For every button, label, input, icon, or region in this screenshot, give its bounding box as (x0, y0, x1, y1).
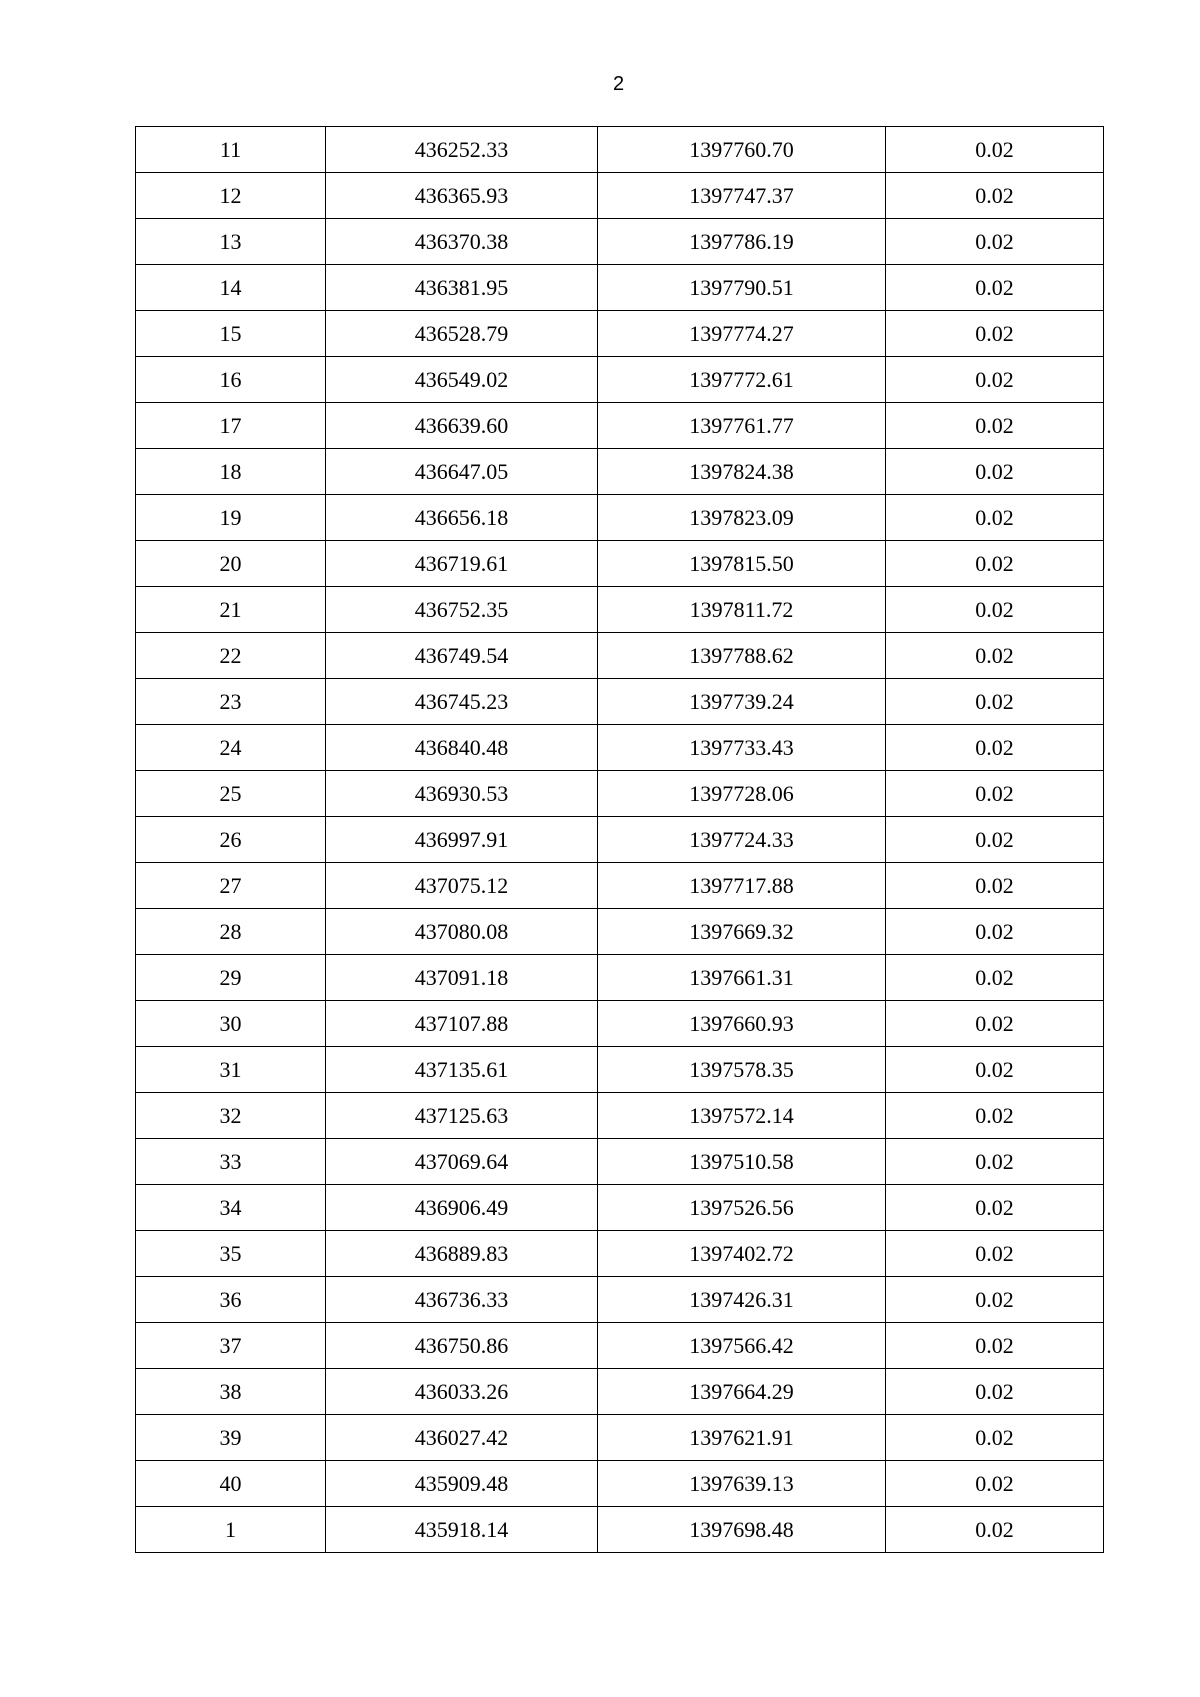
point-number-cell: 36 (136, 1277, 326, 1323)
accuracy-cell: 0.02 (886, 403, 1104, 449)
y-coordinate-cell: 1397572.14 (598, 1093, 886, 1139)
table-row (136, 1277, 1104, 1323)
table-row (136, 1047, 1104, 1093)
y-coordinate-cell: 1397526.56 (598, 1185, 886, 1231)
point-number-cell: 33 (136, 1139, 326, 1185)
point-number-cell: 37 (136, 1323, 326, 1369)
point-number-cell: 35 (136, 1231, 326, 1277)
x-coordinate-cell: 437135.61 (326, 1047, 598, 1093)
accuracy-cell: 0.02 (886, 1323, 1104, 1369)
accuracy-cell: 0.02 (886, 725, 1104, 771)
table-row (136, 403, 1104, 449)
x-coordinate-cell: 436381.95 (326, 265, 598, 311)
y-coordinate-cell: 1397661.31 (598, 955, 886, 1001)
x-coordinate-cell: 436647.05 (326, 449, 598, 495)
point-number-cell: 24 (136, 725, 326, 771)
accuracy-cell: 0.02 (886, 817, 1104, 863)
x-coordinate-cell: 436656.18 (326, 495, 598, 541)
y-coordinate-cell: 1397733.43 (598, 725, 886, 771)
accuracy-cell: 0.02 (886, 1507, 1104, 1553)
x-coordinate-cell: 436027.42 (326, 1415, 598, 1461)
x-coordinate-cell: 436930.53 (326, 771, 598, 817)
point-number-cell: 23 (136, 679, 326, 725)
accuracy-cell: 0.02 (886, 1093, 1104, 1139)
accuracy-cell: 0.02 (886, 679, 1104, 725)
point-number-cell: 22 (136, 633, 326, 679)
accuracy-cell: 0.02 (886, 771, 1104, 817)
point-number-cell: 12 (136, 173, 326, 219)
accuracy-cell: 0.02 (886, 909, 1104, 955)
point-number-cell: 31 (136, 1047, 326, 1093)
point-number-cell: 26 (136, 817, 326, 863)
x-coordinate-cell: 437091.18 (326, 955, 598, 1001)
x-coordinate-cell: 437069.64 (326, 1139, 598, 1185)
table-row (136, 679, 1104, 725)
x-coordinate-cell: 437125.63 (326, 1093, 598, 1139)
table-row (136, 311, 1104, 357)
table-row (136, 449, 1104, 495)
x-coordinate-cell: 436033.26 (326, 1369, 598, 1415)
point-number-cell: 40 (136, 1461, 326, 1507)
x-coordinate-cell: 436752.35 (326, 587, 598, 633)
point-number-cell: 1 (136, 1507, 326, 1553)
point-number-cell: 34 (136, 1185, 326, 1231)
x-coordinate-cell: 436889.83 (326, 1231, 598, 1277)
point-number-cell: 29 (136, 955, 326, 1001)
table-row (136, 633, 1104, 679)
point-number-cell: 11 (136, 127, 326, 173)
accuracy-cell: 0.02 (886, 633, 1104, 679)
table-row (136, 1369, 1104, 1415)
table-row (136, 541, 1104, 587)
table-row (136, 495, 1104, 541)
x-coordinate-cell: 435918.14 (326, 1507, 598, 1553)
y-coordinate-cell: 1397621.91 (598, 1415, 886, 1461)
accuracy-cell: 0.02 (886, 863, 1104, 909)
page-number: 2 (612, 73, 625, 95)
point-number-cell: 32 (136, 1093, 326, 1139)
table-row (136, 1001, 1104, 1047)
point-number-cell: 20 (136, 541, 326, 587)
table-row (136, 1231, 1104, 1277)
table-row (136, 817, 1104, 863)
accuracy-cell: 0.02 (886, 541, 1104, 587)
x-coordinate-cell: 435909.48 (326, 1461, 598, 1507)
y-coordinate-cell: 1397669.32 (598, 909, 886, 955)
x-coordinate-cell: 436750.86 (326, 1323, 598, 1369)
y-coordinate-cell: 1397664.29 (598, 1369, 886, 1415)
y-coordinate-cell: 1397426.31 (598, 1277, 886, 1323)
y-coordinate-cell: 1397786.19 (598, 219, 886, 265)
x-coordinate-cell: 436252.33 (326, 127, 598, 173)
accuracy-cell: 0.02 (886, 357, 1104, 403)
table-row (136, 127, 1104, 173)
x-coordinate-cell: 436749.54 (326, 633, 598, 679)
x-coordinate-cell: 436639.60 (326, 403, 598, 449)
point-number-cell: 18 (136, 449, 326, 495)
x-coordinate-cell: 436365.93 (326, 173, 598, 219)
accuracy-cell: 0.02 (886, 311, 1104, 357)
y-coordinate-cell: 1397739.24 (598, 679, 886, 725)
x-coordinate-cell: 436528.79 (326, 311, 598, 357)
y-coordinate-cell: 1397728.06 (598, 771, 886, 817)
point-number-cell: 28 (136, 909, 326, 955)
point-number-cell: 13 (136, 219, 326, 265)
x-coordinate-cell: 436549.02 (326, 357, 598, 403)
point-number-cell: 14 (136, 265, 326, 311)
y-coordinate-cell: 1397790.51 (598, 265, 886, 311)
y-coordinate-cell: 1397566.42 (598, 1323, 886, 1369)
y-coordinate-cell: 1397760.70 (598, 127, 886, 173)
table-row (136, 587, 1104, 633)
coordinates-table-body (136, 127, 1104, 1553)
y-coordinate-cell: 1397761.77 (598, 403, 886, 449)
point-number-cell: 19 (136, 495, 326, 541)
y-coordinate-cell: 1397578.35 (598, 1047, 886, 1093)
accuracy-cell: 0.02 (886, 449, 1104, 495)
table-row (136, 1507, 1104, 1553)
table-row (136, 357, 1104, 403)
accuracy-cell: 0.02 (886, 1001, 1104, 1047)
table-row (136, 863, 1104, 909)
accuracy-cell: 0.02 (886, 1047, 1104, 1093)
x-coordinate-cell: 436840.48 (326, 725, 598, 771)
y-coordinate-cell: 1397639.13 (598, 1461, 886, 1507)
y-coordinate-cell: 1397747.37 (598, 173, 886, 219)
y-coordinate-cell: 1397815.50 (598, 541, 886, 587)
x-coordinate-cell: 436719.61 (326, 541, 598, 587)
table-row (136, 173, 1104, 219)
table-row (136, 265, 1104, 311)
point-number-cell: 38 (136, 1369, 326, 1415)
point-number-cell: 30 (136, 1001, 326, 1047)
table-row (136, 1139, 1104, 1185)
table-row (136, 1093, 1104, 1139)
y-coordinate-cell: 1397823.09 (598, 495, 886, 541)
x-coordinate-cell: 436736.33 (326, 1277, 598, 1323)
accuracy-cell: 0.02 (886, 127, 1104, 173)
accuracy-cell: 0.02 (886, 587, 1104, 633)
accuracy-cell: 0.02 (886, 1231, 1104, 1277)
accuracy-cell: 0.02 (886, 955, 1104, 1001)
accuracy-cell: 0.02 (886, 1461, 1104, 1507)
y-coordinate-cell: 1397824.38 (598, 449, 886, 495)
point-number-cell: 17 (136, 403, 326, 449)
y-coordinate-cell: 1397811.72 (598, 587, 886, 633)
coordinates-table (135, 126, 1104, 1553)
accuracy-cell: 0.02 (886, 1139, 1104, 1185)
table-row (136, 955, 1104, 1001)
x-coordinate-cell: 437107.88 (326, 1001, 598, 1047)
x-coordinate-cell: 437080.08 (326, 909, 598, 955)
y-coordinate-cell: 1397402.72 (598, 1231, 886, 1277)
table-row (136, 725, 1104, 771)
point-number-cell: 21 (136, 587, 326, 633)
table-row (136, 1185, 1104, 1231)
point-number-cell: 15 (136, 311, 326, 357)
y-coordinate-cell: 1397724.33 (598, 817, 886, 863)
x-coordinate-cell: 436997.91 (326, 817, 598, 863)
accuracy-cell: 0.02 (886, 1415, 1104, 1461)
y-coordinate-cell: 1397717.88 (598, 863, 886, 909)
point-number-cell: 16 (136, 357, 326, 403)
table-row (136, 1461, 1104, 1507)
x-coordinate-cell: 436370.38 (326, 219, 598, 265)
accuracy-cell: 0.02 (886, 1369, 1104, 1415)
point-number-cell: 39 (136, 1415, 326, 1461)
table-row (136, 1415, 1104, 1461)
y-coordinate-cell: 1397698.48 (598, 1507, 886, 1553)
y-coordinate-cell: 1397510.58 (598, 1139, 886, 1185)
table-row (136, 771, 1104, 817)
accuracy-cell: 0.02 (886, 495, 1104, 541)
accuracy-cell: 0.02 (886, 1185, 1104, 1231)
y-coordinate-cell: 1397660.93 (598, 1001, 886, 1047)
point-number-cell: 27 (136, 863, 326, 909)
accuracy-cell: 0.02 (886, 265, 1104, 311)
table-row (136, 219, 1104, 265)
table-row (136, 909, 1104, 955)
y-coordinate-cell: 1397788.62 (598, 633, 886, 679)
accuracy-cell: 0.02 (886, 219, 1104, 265)
y-coordinate-cell: 1397772.61 (598, 357, 886, 403)
accuracy-cell: 0.02 (886, 173, 1104, 219)
table-row (136, 1323, 1104, 1369)
x-coordinate-cell: 436906.49 (326, 1185, 598, 1231)
x-coordinate-cell: 436745.23 (326, 679, 598, 725)
accuracy-cell: 0.02 (886, 1277, 1104, 1323)
y-coordinate-cell: 1397774.27 (598, 311, 886, 357)
x-coordinate-cell: 437075.12 (326, 863, 598, 909)
point-number-cell: 25 (136, 771, 326, 817)
